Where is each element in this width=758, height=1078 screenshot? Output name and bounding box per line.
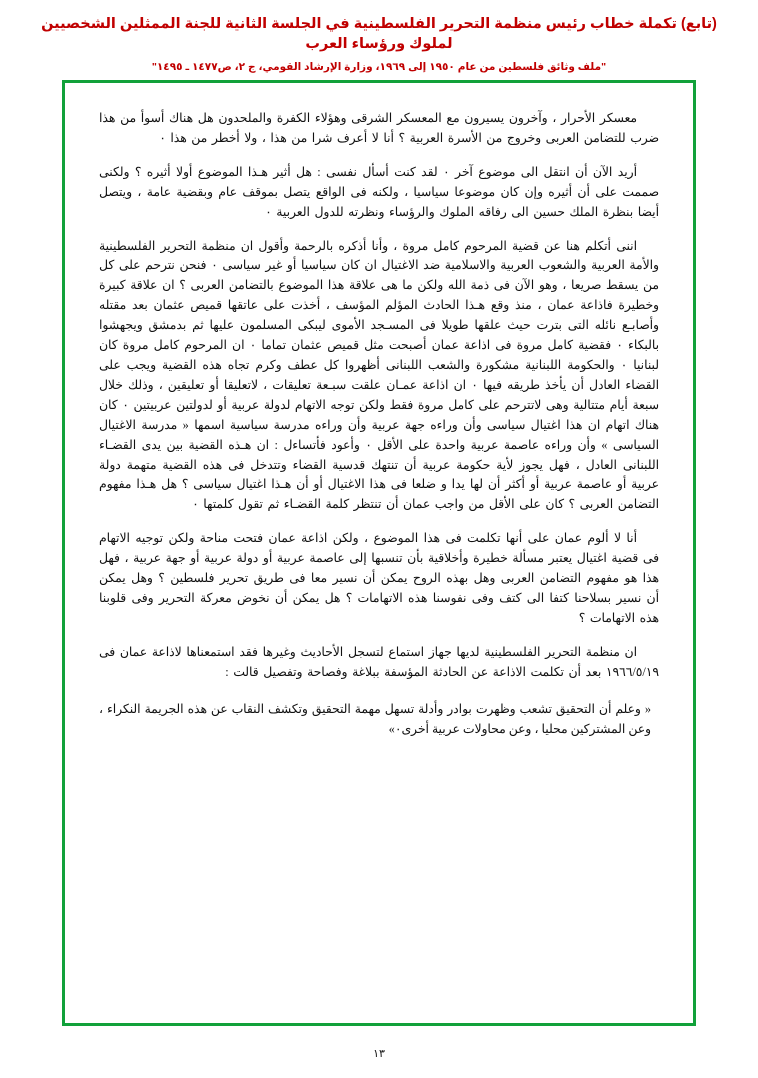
content-body <box>65 83 693 1023</box>
page-number: ١٣ <box>373 1048 385 1060</box>
content-frame <box>62 80 696 1026</box>
paragraph: أريد الآن أن انتقل الى موضوع آخر ٠ لقد كنت أسأل نفسى : هل أثير هـذا الموضوع أولا أثيره ؟ ولكنى صممت على أن أثيره وإن كان موضوعا سياسيا ، ولكنه فى الواقع يتصل بموقف عام وبقضية عامة ، ويتصل أيضا بنظرة الملك حسين الى رفاقه الملوك والرؤساء ونظرته للدول العربية ٠ <box>99 164 659 219</box>
paragraph: ان منظمة التحرير الفلسطينية لديها جهاز استماع لتسجل الأحاديث وغيرها فقد استمعناها لاذاعة عمان فى ١٩٦٦/٥/١٩ بعد أن تكلمت الاذاعة عن الحادثة المؤسفة ببلاغة وفصاحة وتفصيل قالت : <box>99 644 659 679</box>
header-source-line: "ملف وثائق فلسطين من عام ١٩٥٠ إلى ١٩٦٩، وزارة الإرشاد القومي، ج ٢، ص١٤٧٧ ـ ١٤٩٥" <box>151 60 607 73</box>
paragraph: اننى أتكلم هنا عن قضية المرحوم كامل مروة ، وأنا أذكره بالرحمة وأقول ان منظمة التحرير الفلسطينية والأمة العربية والشعوب العربية والاسلامية ضد الاغتيال ان كان سياسيا أو غير سياسى ٠ فنحن نترحم على كل من يسقط صريعا ، وهو الآن فى ذمة الله ولكن ما هى علاقة هذا الموضوع بالتضامن العربى ؟ ان علاقة كبيرة وخطيرة فاذاعة عمان ، منذ وقع هـذا الحادث المؤلم المؤسف ، أخذت على عاتقها قميص عثمان بعد مقتله وأصابـع نائله التى بترت حيث علقها طويلا فى المسـجد الأموى ليبكى المسلمون عليها ثم بدمشق ويجهشوا بالبكاء ٠ فقضية كامل مروة فى اذاعة عمان أصبحت مثل قميص عثمان تماما ٠ ان المرحوم كامل مروة كان لبنانيا ٠ والحكومة اللبنانية مشكورة والشعب اللبنانى أظهروا كل عطف وكرم تجاه هذه القضية ويجب على القضاء العادل أن يأخذ طريقه فيها ٠ ان اذاعة عمـان علقت سبـعة تعليقات ، لاتعليقا أو تعليقين ، وذلك خلال سبعة أيام متتالية وهى لاتترحم على كامل مروة فقط ولكن توجه الاتهام لدولة عربية أو لدولتين عربيتين ٠ كان هناك اتهام ان هذا اغتيال سياسى وأن وراءه جهة عربية وأن وراءه مدرسة سياسية اسمها « مدرسة الاغتيال السياسى » وأن وراءه عاصمة عربية واحدة على الأقل ٠ وأعود فأتساءل : ان هـذه القضية بين يدى القضـاء اللبنانى العادل ، فهل يجوز لأية حكومة عربية أن تنتهك قدسية القضاء وتتدخل فى هذه القضية متهمة دولة عربية أو عاصمة عربية أو أكثر أن لها يدا و ضلعا فى هذا الاغتيال أو أن هـذا اغتيال سياسى ؟ هل هـذا مفهوم التضامن العربى ؟ كان على الأقل من واجب عمان أن تنتظر كلمة القضـاء ثم تقول كلمتها ٠ <box>99 238 659 512</box>
page-header <box>0 0 758 75</box>
paragraph: أنا لا ألوم عمان على أنها تكلمت فى هذا الموضوع ، ولكن اذاعة عمان فتحت مناحة ولكن توجيه الاتهام فى قضية اغتيال يعتبر مسألة خطيرة وأخلاقية بأن تنسبها إلى عاصمة عربية أو دولة عربية أو جهة عربية ، فهل هذا هو مفهوم التضامن العربى وهل بهذه الروح يمكن أن نسير معا فى طريق تحرير فلسطين ؟ وهل يمكن أن نسير بسلاحنا كتفا الى كتف وفى نفوسنا هذه الاتهامات ؟ هل يمكن أن نخوض معركة التحرير وفى قلوبنا هذه الاتهامات ؟ <box>99 531 659 625</box>
header-title: (تابع) تكملة خطاب رئيس منظمة التحرير الفلسطينية في الجلسة الثانية للجنة الممثلين الشخصيين لملوك ورؤساء العرب <box>41 16 717 53</box>
quoted-passage: « وعلم أن التحقيق تشعب وظهرت بوادر وأدلة تسهل مهمة التحقيق وتكشف النقاب عن هذه الجريمة النكراء ، وعن المشتركين محليا ، وعن محاولات عربية أخرى٠» <box>99 701 651 736</box>
paragraph: معسكر الأحرار ، وآخرون يسيرون مع المعسكر الشرقى وهؤلاء الكفرة والملحدون هل هناك أسوأ من هذا ضرب للتضامن العربى وخروج من الأسرة العربية ؟ أنا لا أعرف شرا من هذا ، ولا أخطر من هذا ٠ <box>99 111 659 145</box>
